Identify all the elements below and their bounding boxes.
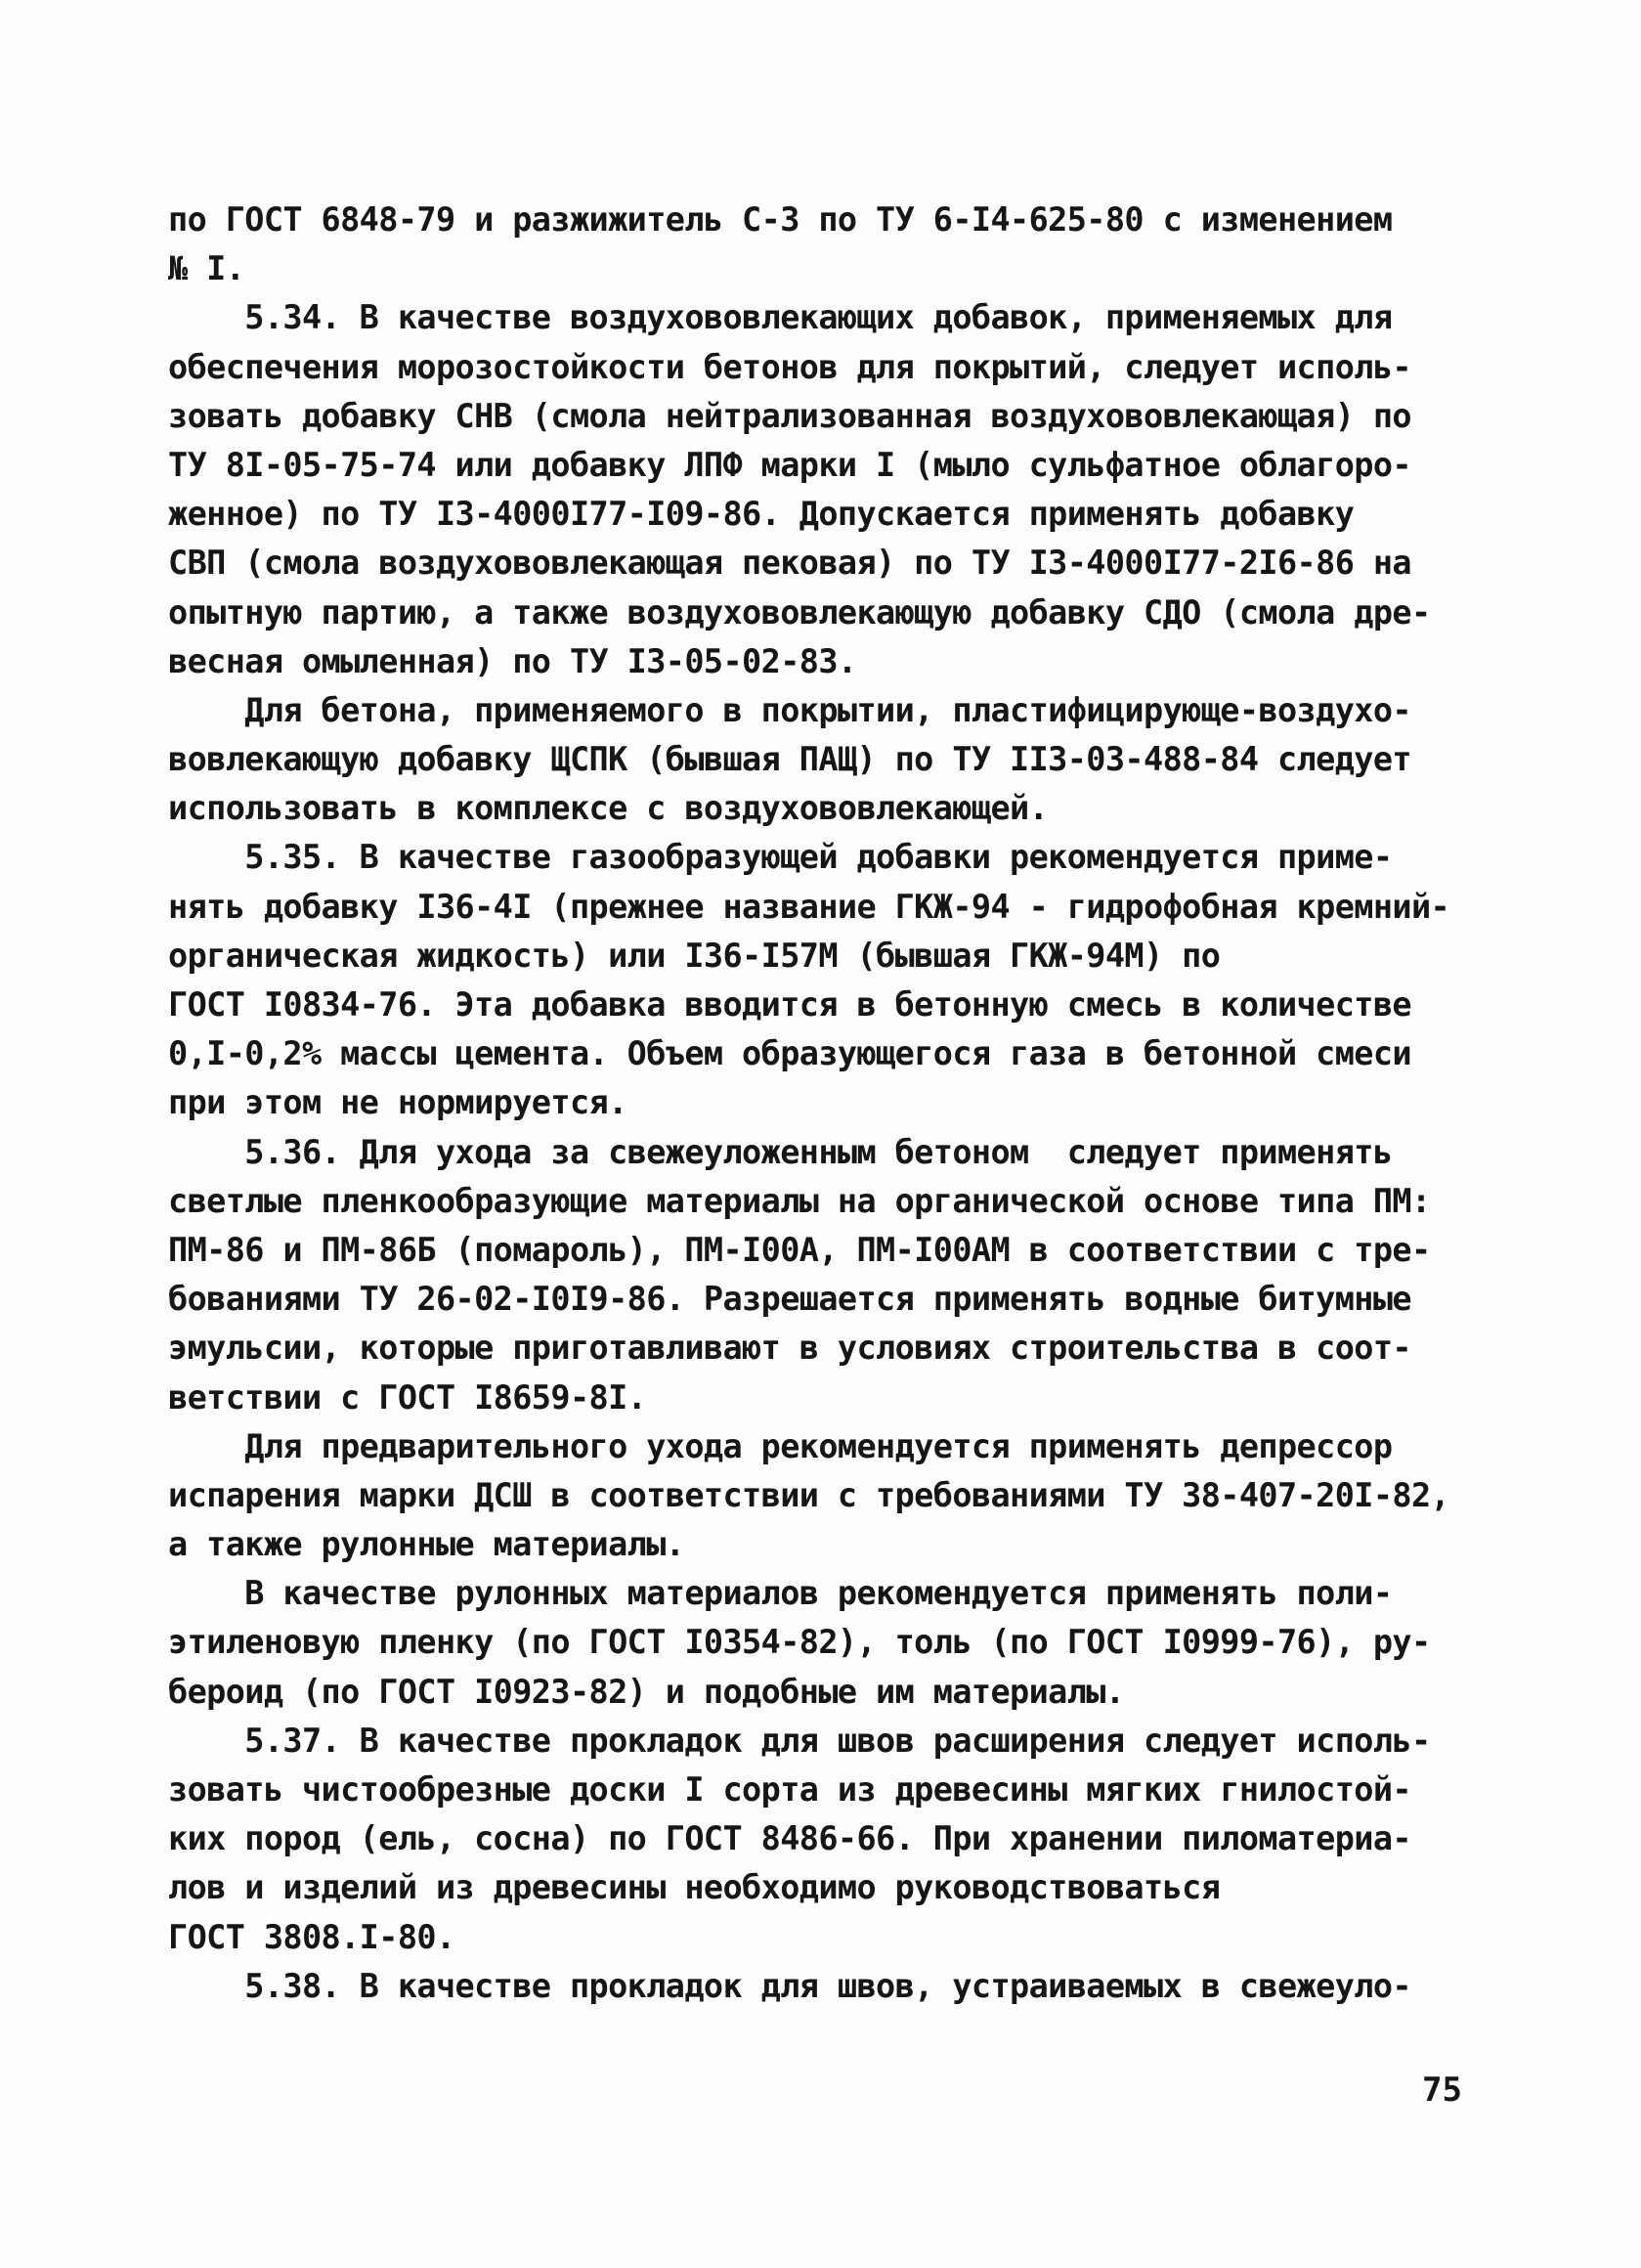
text-line: 5.37. В качестве прокладок для швов расширения следует исполь- — [168, 1721, 1431, 1760]
text-line: женное) по ТУ I3-4000I77-I09-86. Допускается применять добавку — [168, 495, 1355, 534]
text-line: ПМ-86 и ПМ-86Б (помароль), ПМ-I00А, ПМ-I00АМ в соответствии с тре- — [168, 1230, 1431, 1269]
text-line: нять добавку I36-4I (прежнее название ГКЖ-94 - гидрофобная кремний- — [168, 887, 1450, 926]
text-line: ГОСТ 3808.I-80. — [168, 1917, 455, 1956]
text-line: В качестве рулонных материалов рекомендуется применять поли- — [168, 1574, 1393, 1613]
text-line: испарения марки ДСШ в соответствии с требованиями ТУ 38-407-20I-82, — [168, 1475, 1450, 1514]
text-line: 0,I-0,2% массы цемента. Объем образующегося газа в бетонной смеси — [168, 1034, 1411, 1073]
text-line: СВП (смола воздухововлекающая пековая) по ТУ I3-4000I77-2I6-86 на — [168, 544, 1411, 583]
body-text — [168, 196, 1527, 2011]
text-line: использовать в комплексе с воздухововлекающей. — [168, 789, 1049, 828]
text-line: ветствии с ГОСТ I8659-8I. — [168, 1377, 647, 1417]
text-line: 5.35. В качестве газообразующей добавки рекомендуется приме- — [168, 838, 1393, 877]
text-line: лов и изделий из древесины необходимо руководствоваться — [168, 1868, 1221, 1907]
text-line: зовать добавку СНВ (смола нейтрализованная воздухововлекающая) по — [168, 396, 1411, 435]
text-line: № I. — [168, 249, 245, 288]
text-line: Для бетона, применяемого в покрытии, пластифицирующе-воздухо- — [168, 690, 1411, 729]
text-line: Для предварительного ухода рекомендуется применять депрессор — [168, 1426, 1393, 1465]
text-line: ГОСТ I0834-76. Эта добавка вводится в бетонную смесь в количестве — [168, 985, 1411, 1024]
text-line: вовлекающую добавку ЩСПК (бывшая ПАЩ) по ТУ II3-03-488-84 следует — [168, 740, 1411, 779]
text-line: бованиями ТУ 26-02-I0I9-86. Разрешается применять водные битумные — [168, 1280, 1411, 1319]
text-line: 5.36. Для ухода за свежеуложенным бетоном следует применять — [168, 1132, 1393, 1171]
text-line: при этом не нормируется. — [168, 1083, 627, 1122]
text-line: светлые пленкообразующие материалы на органической основе типа ПМ: — [168, 1181, 1431, 1220]
text-line: весная омыленная) по ТУ I3-05-02-83. — [168, 641, 857, 680]
text-line: 5.34. В качестве воздухововлекающих добавок, применяемых для — [168, 298, 1393, 337]
text-line: эмульсии, которые приготавливают в условиях строительства в соот- — [168, 1329, 1411, 1368]
text-line: 5.38. В качестве прокладок для швов, устраиваемых в свежеуло- — [168, 1966, 1411, 2005]
text-line: обеспечения морозостойкости бетонов для покрытий, следует исполь- — [168, 347, 1411, 386]
text-line: а также рулонные материалы. — [168, 1525, 685, 1564]
text-line: бероид (по ГОСТ I0923-82) и подобные им материалы. — [168, 1672, 1125, 1711]
text-line: опытную партию, а также воздухововлекающую добавку СДО (смола дре- — [168, 592, 1431, 632]
text-line: зовать чистообрезные доски I сорта из древесины мягких гнилостой- — [168, 1770, 1411, 1809]
text-line: по ГОСТ 6848-79 и разжижитель С-3 по ТУ 6-I4-625-80 с изменением — [168, 200, 1393, 239]
page-number: 75 — [1422, 2071, 1462, 2110]
text-line: органическая жидкость) или I36-I57М (бывшая ГКЖ-94М) по — [168, 936, 1221, 975]
text-line: ких пород (ель, сосна) по ГОСТ 8486-66. При хранении пиломатериа- — [168, 1819, 1411, 1858]
text-line: ТУ 8I-05-75-74 или добавку ЛПФ марки I (мыло сульфатное облагоро- — [168, 445, 1411, 484]
text-line: этиленовую пленку (по ГОСТ I0354-82), толь (по ГОСТ I0999-76), ру- — [168, 1623, 1431, 1662]
